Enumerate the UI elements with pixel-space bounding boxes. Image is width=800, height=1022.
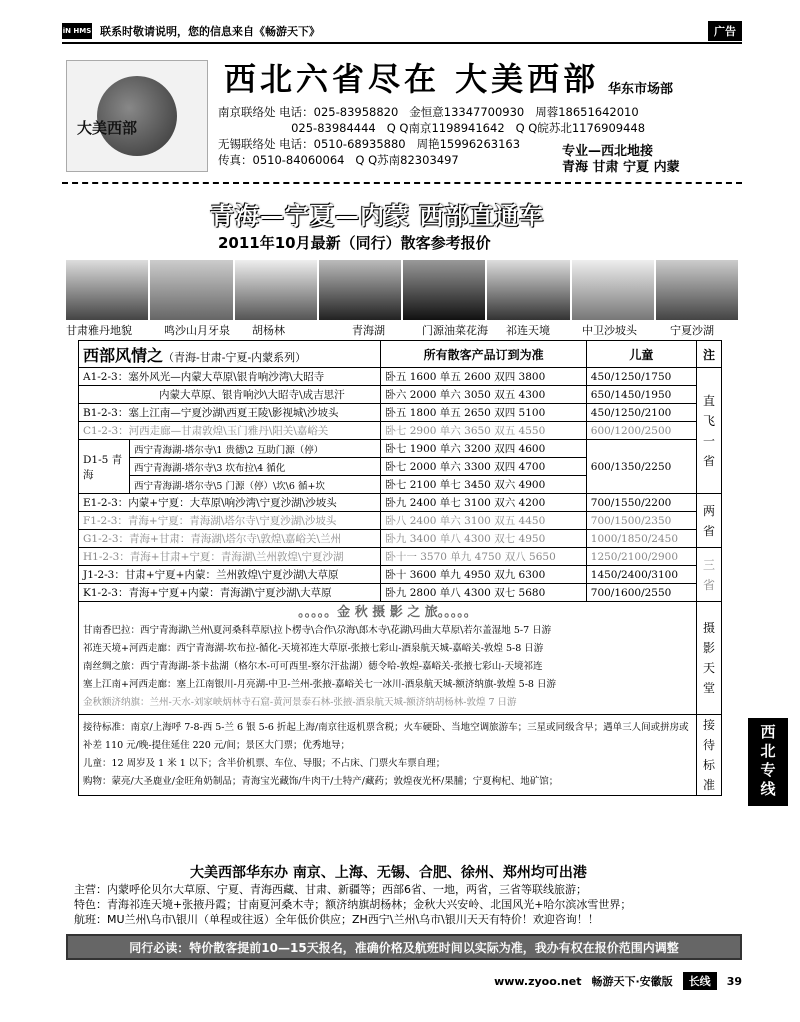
gold-line: 塞上江南+河西走廊：塞上江南银川-月亮湖-中卫-兰州-张掖-嘉峪关七一冰川-酒泉航天城-额济纳旗-敦煌 5-8 日游 — [83, 679, 556, 690]
photo-caption: 鸣沙山月牙泉 — [164, 324, 230, 337]
header — [66, 52, 738, 184]
photo-caption: 祁连天境 — [506, 324, 550, 337]
photo-yadan — [66, 260, 148, 320]
note-three: 三省 — [697, 548, 722, 602]
site-url: www.zyoo.net — [494, 974, 582, 988]
sun-icon — [97, 76, 177, 156]
note-header: 注 — [697, 341, 722, 368]
rec-line: 购物：蒙亮/大圣鹿业/金旺角奶制品；青海宝光藏饰/牛肉干/土特产/藏药；敦煌夜光杯/果脯；宁夏枸杞、地矿馆； — [83, 776, 559, 787]
table-row: B1-2-3：塞上江南—宁夏沙湖\西夏王陵\影视城\沙坡头 卧五 1800 单五 2650 双四 5100 450/1250/2100 — [79, 404, 722, 422]
rec-line: 儿童：12 周岁及 1 米 1 以下；含半价机票、车位、导服；不占床、门票火车票自理； — [83, 758, 446, 769]
gold-line: 南丝绸之旅：西宁青海湖-茶卡盐湖（格尔木-可可西里-察尔汗盐湖）德令哈-敦煌-嘉峪关-张掖七彩山-天境祁连 — [83, 661, 543, 672]
rec-line: 接待标准：南京/上海呼 7-8-西 5-兰 6 银 5-6 折起上海/南京往返机票含税；火车硬卧、当地空调旅游车；三星或同级含早；遇单三人间或拼房或补差 110 元/晚-提住延住 220 元/间；景区大门票；优秀地导； — [83, 722, 689, 751]
photo-shahu — [656, 260, 738, 320]
table-row: E1-2-3：内蒙+宁夏：大草原\响沙湾\宁夏沙湖\沙坡头 卧九 2400 单七 3100 双六 4200 700/1550/2200 两省 — [79, 494, 722, 512]
contact-line: 南京联络处 电话：025-83958820 金恒意13347700930 周蓉18651642010 — [218, 105, 639, 119]
top-notice: 联系时敬请说明，您的信息来自《畅游天下》 — [100, 25, 320, 38]
photo-caption: 胡杨林 — [252, 324, 285, 337]
magazine-logo: iN HMS — [62, 23, 92, 39]
table-row: F1-2-3：青海+宁夏：青海湖\塔尔寺\宁夏沙湖\沙坡头 卧八 2400 单六 3100 双五 4450 700/1500/2350 — [79, 512, 722, 530]
contact-line: 无锡联络处 电话：0510-68935880 周艳15996263163 — [218, 137, 521, 151]
table-title: 西部风情之 — [83, 345, 164, 365]
photo-caption: 门源油菜花海 — [422, 324, 488, 337]
photo-captions — [66, 320, 738, 338]
photo-caption: 甘肃雅丹地貌 — [66, 324, 132, 337]
gold-line: 甘南香巴拉：西宁青海湖\兰州\夏河桑科草原\拉卜楞寺\合作\尕海\郎木寺\花湖\玛曲大草原\若尔盖湿地 5-7 日游 — [83, 625, 552, 636]
footer-line: 特色：青海祁连天境+张掖丹霞；甘南夏河桑木寺；额济纳旗胡杨林；金秋大兴安岭、北国风光+哈尔滨冰雪世界； — [74, 898, 632, 911]
table-row: C1-2-3：河西走廊—甘肃敦煌\玉门雅丹\阳关\嘉峪关 卧七 2900 单六 3650 双五 4550 600/1200/2500 — [79, 422, 722, 440]
note-photo: 摄影天堂 — [697, 602, 722, 715]
table-row: A1-2-3：塞外风光—内蒙大草原\银肯响沙湾\大昭寺 卧五 1600 单五 2600 双四 3800 450/1250/1750 直飞一省 — [79, 368, 722, 386]
page-number: 39 — [726, 974, 742, 988]
side-tab: 西北专线 — [748, 718, 788, 806]
d1-label: D1-5 青海 — [79, 440, 130, 494]
photo-caption: 宁夏沙湖 — [670, 324, 714, 337]
section-tag: 长线 — [683, 972, 717, 990]
brand-logo-text: 大美西部 — [76, 119, 137, 137]
contact-line: 传真：0510-84060064 Q Q苏南82303497 — [218, 153, 459, 167]
photo-mingsha — [150, 260, 232, 320]
table-row: G1-2-3：青海+甘肃：青海湖\塔尔寺\敦煌\嘉峪关\兰州 卧九 3400 单八 4300 双七 4950 1000/1850/2450 — [79, 530, 722, 548]
gold-autumn — [79, 602, 722, 715]
photo-qinghai — [319, 260, 401, 320]
table-row: H1-2-3：青海+甘肃+宁夏：青海湖\兰州敦煌\宁夏沙湖 卧十一 3570 单九 4750 双八 5650 1250/2100/2900 三省 — [79, 548, 722, 566]
divider — [62, 182, 742, 184]
reception-standards — [79, 715, 722, 796]
footer-lines — [74, 882, 631, 927]
ad-tag: 广告 — [708, 21, 742, 41]
magazine-name: 畅游天下·安徽版 — [591, 975, 673, 988]
table-row: 西宁青海湖-塔尔寺\3 坎布拉\4 循化 卧七 2000 单六 3300 双四 4700 — [79, 458, 722, 476]
photo-qilian — [487, 260, 569, 320]
table-series: （青海-甘肃-宁夏-内蒙系列） — [163, 350, 307, 364]
child-header: 儿童 — [586, 341, 696, 368]
photo-caption: 中卫沙坡头 — [582, 324, 637, 337]
specialty: 专业—西北地接 — [562, 144, 654, 159]
photo-shapotou — [572, 260, 654, 320]
table-row: 内蒙大草原、银肯响沙\大昭寺\成吉思汗 卧六 2000 单六 3050 双五 4300 650/1450/1950 — [79, 386, 722, 404]
photo-huyang — [235, 260, 317, 320]
gold-line: 金秋额济纳旗：兰州-天水-刘家峡炳林寺石窟-黄河景泰石林-张掖-酒泉航天城-额济纳胡杨林-敦煌 7 日游 — [83, 697, 517, 708]
provinces: 青海 甘肃 宁夏 内蒙 — [562, 160, 680, 175]
peer-notice: 同行必读：特价散客提前10—15天报名，准确价格及航班时间以实际为准，我办有权在报价范围内调整 — [66, 934, 742, 960]
price-header: 所有散客产品订到为准 — [381, 341, 586, 368]
brand-logo — [66, 60, 208, 172]
table-row: 西宁青海湖-塔尔寺\5 门源（停）\坎\6 循+坎 卧七 2100 单七 3450 双六 4900 — [79, 476, 722, 494]
contact-line: 025-83984444 Q Q南京1198941642 Q Q皖苏北1176909448 — [218, 121, 646, 135]
subtitle: 2011年10月最新（同行）散客参考报价 — [218, 234, 491, 252]
note-direct: 直飞一省 — [697, 368, 722, 494]
footer-line: 主营：内蒙呼伦贝尔大草原、宁夏、青海西藏、甘肃、新疆等；西部6省、一地，两省，三省等联线旅游； — [74, 883, 587, 896]
photo-strip — [66, 260, 738, 320]
table-row: J1-2-3：甘肃+宁夏+内蒙：兰州敦煌\宁夏沙湖\大草原 卧十 3600 单九 4950 双九 6300 1450/2400/3100 — [79, 566, 722, 584]
table-header — [79, 341, 722, 368]
page-footer — [62, 972, 742, 990]
gold-title: 。。。。。金 秋 摄 影 之 旅。。。。。 — [298, 605, 477, 620]
gold-line: 祁连天境+河西走廊：西宁青海湖-坎布拉-循化-天境祁连大草原-张掖七彩山-酒泉航天城-嘉峪关-敦煌 5-8 日游 — [83, 643, 544, 654]
headline: 西北六省尽在 大美西部 — [224, 60, 600, 98]
photo-menyuan — [403, 260, 485, 320]
table-row: K1-2-3：青海+宁夏+内蒙：青海湖\宁夏沙湖\大草原 卧九 2800 单八 4300 双七 5680 700/1600/2550 — [79, 584, 722, 602]
route-title: 青海—宁夏—内蒙 西部直通车 — [210, 202, 545, 230]
note-two: 两省 — [697, 494, 722, 548]
footer-title: 大美西部华东办 南京、上海、无锡、合肥、徐州、郑州均可出港 — [190, 865, 587, 881]
photo-caption: 青海湖 — [352, 324, 385, 337]
market-dept: 华东市场部 — [608, 82, 674, 97]
top-bar — [62, 20, 742, 44]
table-row: D1-5 青海 西宁青海湖-塔尔寺\1 贵德\2 互助门源（停） 卧七 1900 单六 3200 双四 4600 600/1350/2250 — [79, 440, 722, 458]
price-table — [78, 340, 722, 796]
note-rec: 接待标准 — [697, 715, 722, 796]
footer-line: 航班：MU兰州\乌市\银川（单程或往返）全年低价供应；ZH西宁\兰州\乌市\银川天天有特价！欢迎咨询！！ — [74, 913, 599, 926]
